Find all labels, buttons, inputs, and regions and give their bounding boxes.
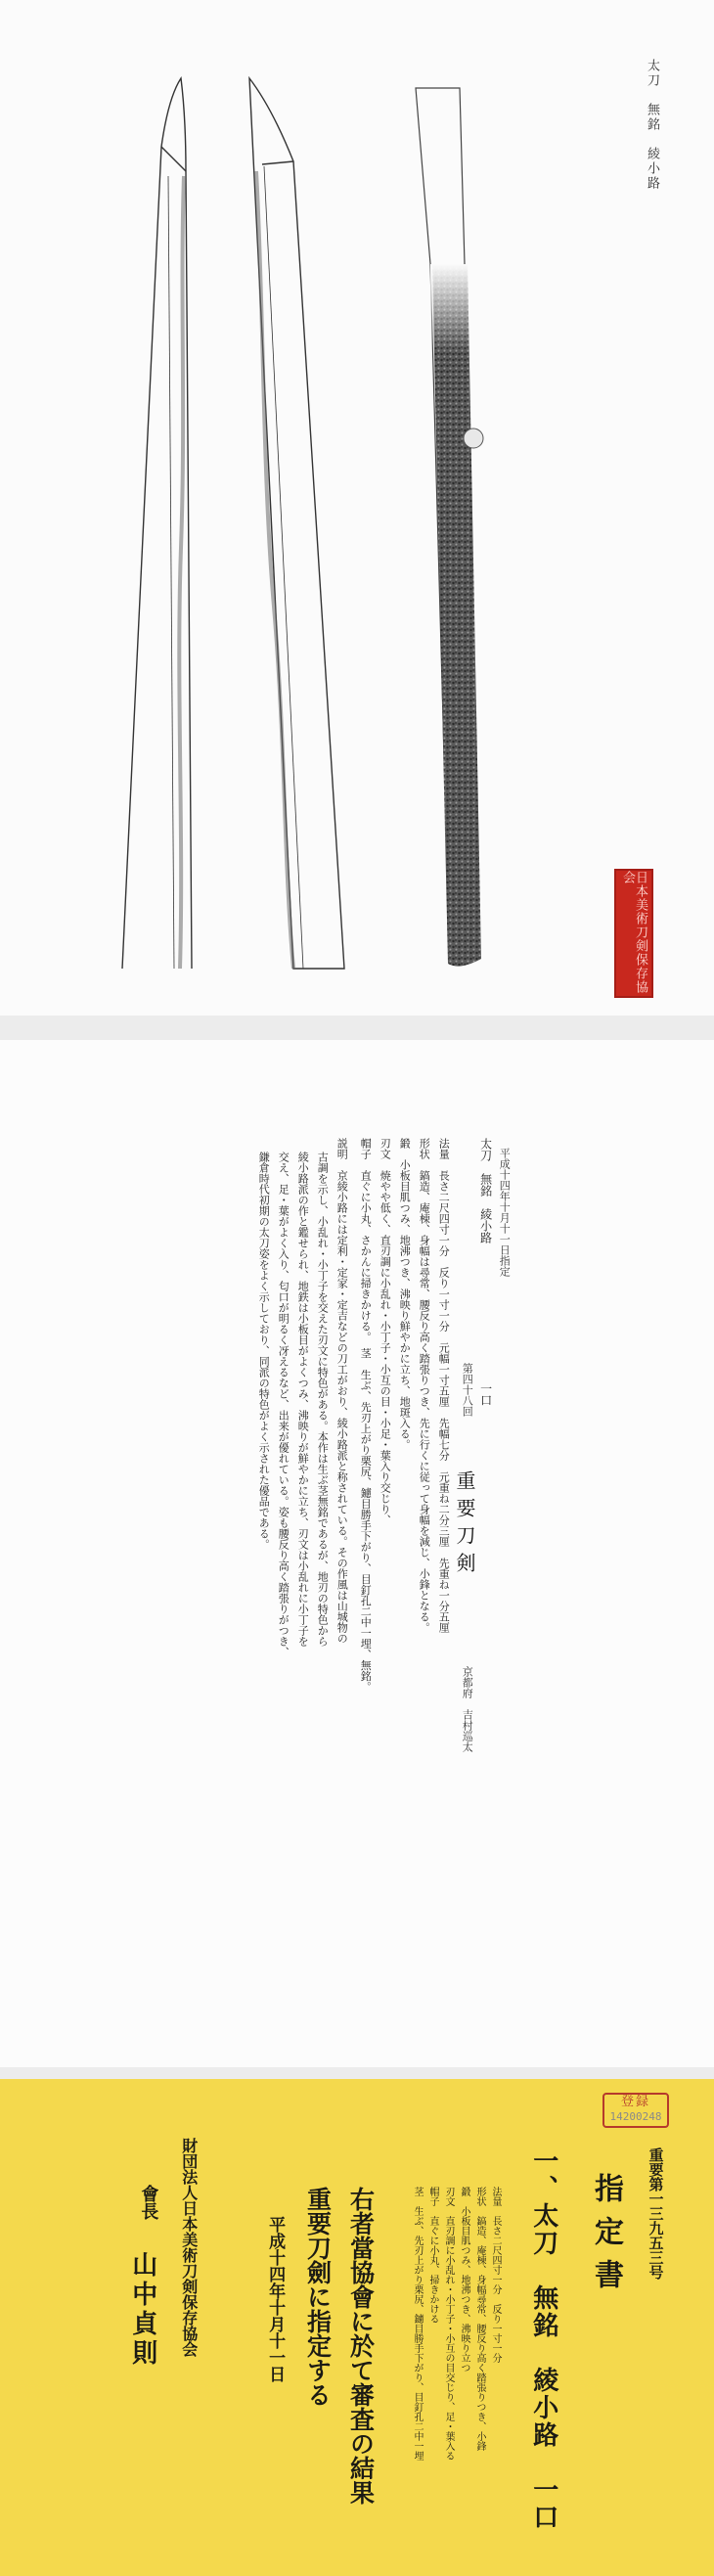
body-col-2: 形状 鎬造、庵棟、身幅は尋常、腰反り高く踏張りつき、先に行くに従って身幅を減じ、小鋒となる。 (418, 1138, 431, 1633)
seal-text: 日本美術刀剣保存協会 (620, 871, 647, 994)
certificate-number: 重要第一三九五三号 (647, 2147, 665, 2280)
stamp-label: 登録 (620, 2095, 650, 2109)
certificate-body-line-1: 右者當協會に於て審査の結果 (346, 2187, 376, 2505)
body-col-3: 鍛 小板目肌つみ、地沸つき、沸映り鮮やかに立ち、地斑入る。 (398, 1138, 412, 1450)
left-blade-side (122, 78, 192, 969)
certificate-title: 指定書 (589, 2173, 623, 2302)
body-col-9: 交え、足・葉がよく入り、匂口が明るく冴えるなど、出来が優れている。姿も腰反り高く踏張りがつき、 (277, 1152, 290, 1657)
right-blade-side (249, 78, 344, 969)
nakago-rubbing (416, 88, 484, 967)
spec-col-3: 鍛 小板目肌つみ、地沸つき、沸映り立つ (459, 2187, 469, 2373)
item-count: 一口 (478, 1382, 493, 1406)
body-col-5: 帽子 直ぐに小丸、さかんに掃きかける。 茎 生ぶ、先刃上がり栗尻、鑢目勝手下がり、目釘孔二中一埋、無銘。 (359, 1138, 373, 1693)
spec-col-6: 茎 生ぶ、先刃上がり栗尻、鑢目勝手下がり、目釘孔二中一埋 (412, 2187, 423, 2461)
description-sheet (0, 1040, 714, 2067)
body-col-6: 説明 京綾小路には定利・定家・定吉などの刀工がおり、綾小路派と称されている。その作風は山城物の (335, 1138, 349, 1644)
president-name: 山中貞則 (127, 2251, 157, 2369)
body-col-8: 綾小路派の作と鑑せられ、地鉄は小板目がよくつみ、沸映りが鮮やかに立ち、刃文は小乱れに小丁子を (296, 1152, 310, 1647)
document-title: 重要刀剣 (453, 1470, 476, 1580)
oshigata-sheet (0, 0, 714, 1016)
body-col-1: 法量 長さ二尺四寸一分 反り一寸一分 元幅一寸五厘 先幅七分 元重ね二分三厘 先重ね一分五厘 (437, 1138, 451, 1633)
certificate-item-line: 一、太刀 無銘 綾小路 一口 (528, 2147, 558, 2531)
certificate-date: 平成十四年十月十一日 (265, 2216, 286, 2382)
stamp-number: 14200248 (609, 2110, 662, 2123)
spec-col-5: 帽子 直ぐに小丸、掃きかける (427, 2187, 438, 2324)
session-number: 第四十八回 (461, 1363, 474, 1417)
designation-certificate (0, 2079, 714, 2576)
item-name: 太刀 無銘 綾小路 (478, 1138, 493, 1243)
mekugi-hole (464, 429, 483, 448)
blade-oshigata-drawing (0, 0, 714, 1016)
president-title: 會長 (138, 2185, 159, 2220)
designation-date: 平成十四年十月十一日指定 (498, 1148, 512, 1277)
body-col-4: 刃文 焼やや低く、直刃調に小乱れ・小丁子・小互の目・小足・葉入り交じり、 (379, 1138, 392, 1525)
body-col-10: 鎌倉時代初期の太刀姿をよく示しており、同派の特色がよく示された優品である。 (257, 1152, 271, 1550)
spec-col-1: 法量 長さ二尺四寸一分 反り一寸一分 (490, 2187, 501, 2363)
body-col-7: 古調を示し、小乱れ・小丁子を交えた刃文に特色がある。本作は生ぶ茎無銘であるが、地刃の特色から (316, 1152, 330, 1647)
owner: 京都府 吉村巡太 (461, 1666, 474, 1752)
spec-col-2: 形状 鎬造、庵棟、身幅尋常、腰反り高く踏張りつき、小鋒 (474, 2187, 485, 2451)
spec-col-4: 刃文 直刃調に小乱れ・小丁子・小互の目交じり、足・葉入る (443, 2187, 454, 2461)
oshigata-title: 太刀 無銘 綾小路 (645, 59, 659, 191)
certificate-body-line-2: 重要刀劍に指定する (303, 2187, 333, 2407)
registration-stamp (602, 2093, 669, 2128)
association-seal (614, 869, 653, 998)
issuing-organization: 財団法人日本美術刀剣保存協会 (179, 2138, 199, 2357)
